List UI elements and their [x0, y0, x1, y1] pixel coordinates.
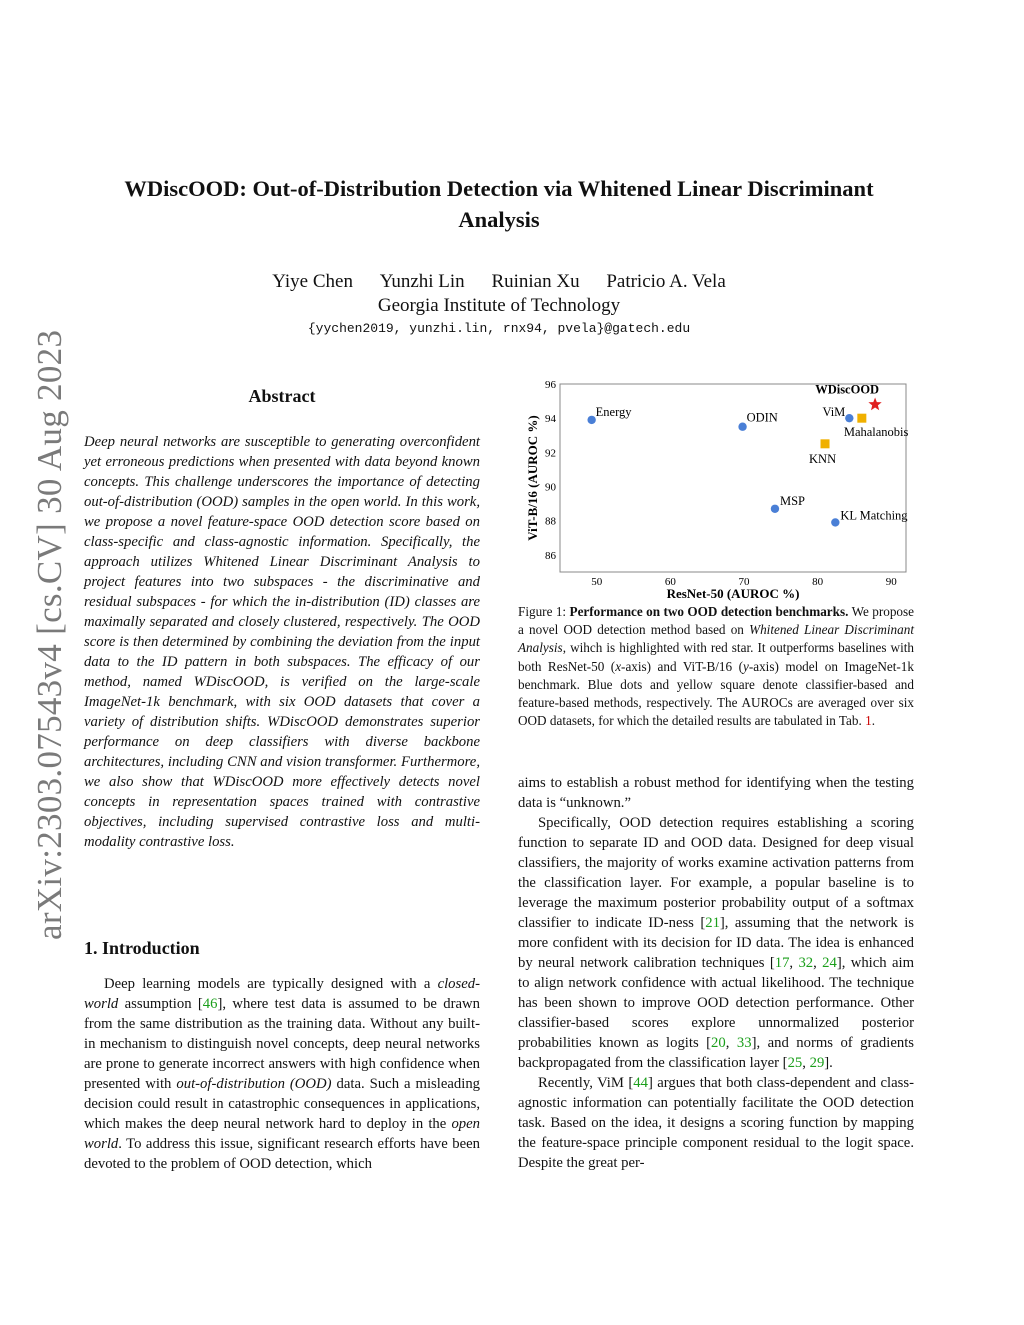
citation-link[interactable]: 44 — [633, 1075, 648, 1091]
point-label: Mahalanobis — [843, 425, 909, 440]
intro-paragraph: Deep learning models are typically designed with a closed-world assumption [46], where test data is assumed to be drawn from the same distribution as the training data. Without any built-in mechanism to distinguish novel concepts, deep neural networks are prone to generate incorrect answers with high confidence when presented with out-of-distribution (OOD) data. Such a misleading decision could result in catastrophic consequences in applications, which makes the deep neural network hard to deploy in the open world. To address this issue, significant research efforts have been devoted to the problem of OOD detection, which — [84, 976, 481, 1172]
abstract-text: Deep neural networks are susceptible to generating overconfident yet erroneous predictions when presented with data beyond known concepts. This challenge underscores the importance of detecting out-of-distribution (OOD) samples in the open world. In this work, we propose a novel feature-space OOD detection score based on class-specific and class-agnostic information. Specifically, the approach utilizes Whitened Linear Discriminant Analysis to project features into two subspaces - the discriminative and residual subspaces - for which the in-distribution (ID) classes are maximally separated and closely clustered, respectively. The OOD score is then determined by combining the deviation from the input data to the ID pattern in both subspaces. The efficacy of our method, named WDiscOOD, is verified on the large-scale ImageNet-1k benchmark, with six OOD datasets that cover a variety of distribution shifts. WDiscOOD demonstrates superior performance on deep classifiers with diverse backbone architectures, including CNN and vision transformer. Furthermore, we also show that WDiscOOD more effectively detects novel concepts in representation spaces trained with contrastive objectives, including supervised contrastive loss and multi-modality contrastive loss. — [84, 434, 480, 850]
scatter-chart-svg — [518, 378, 914, 602]
author: Yunzhi Lin — [379, 271, 465, 292]
author-email: {yychen2019, yunzhi.lin, rnx94, pvela}@gatech.edu — [307, 321, 691, 336]
data-point — [868, 398, 881, 411]
y-tick-label: 96 — [545, 379, 556, 391]
paragraph: Specifically, OOD detection requires establishing a scoring function to separate ID and OOD data. Designed for deep visual classifiers, the majority of works examine activation patterns from the classification layer. For example, a popular baseline is to leverage the maximum posterior probability output of a softmax classifier to indicate ID-ness [21], assuming that the network is more confident with its decision for ID data. The idea is enhanced by neural network calibration techniques [17, 32, 24], which aim to align network confidence with actual likelihood. The technique has been shown to improve OOD detection performance. Other classifier-based scores explore unnormalized posterior probabilities known as logits [20, 33], and norms of gradients backpropagated from the classification layer [25, 29]. — [518, 815, 914, 1071]
point-label: ODIN — [746, 410, 778, 425]
arxiv-stamp: arXiv:2303.07543v4 [cs.CV] 30 Aug 2023 — [30, 329, 69, 940]
paragraph: Recently, ViM [44] argues that both class-dependent and class-agnostic information can potentially facilitate the OOD detection task. Based on the idea, it designs a scoring function by mapping the feature-space principle component residual to the logit space. Despite the great per- — [518, 1075, 914, 1171]
citation-link[interactable]: 33 — [736, 1035, 752, 1051]
x-tick-label: 60 — [664, 576, 676, 588]
paragraph: aims to establish a robust method for identifying when the testing data is “unknown.” — [518, 775, 914, 811]
point-label: ViM — [822, 405, 846, 420]
citation-link[interactable]: 24 — [822, 955, 837, 971]
citation-link[interactable]: 17 — [774, 955, 790, 971]
x-tick-label: 90 — [885, 576, 897, 588]
point-label: KNN — [809, 451, 837, 466]
y-tick-label: 94 — [545, 413, 556, 426]
x-tick-label: 50 — [591, 576, 603, 588]
x-axis-label: ResNet-50 (AUROC %) — [666, 586, 800, 601]
x-tick-label: 70 — [738, 576, 750, 588]
y-tick-label: 88 — [545, 515, 556, 528]
affiliation: Georgia Institute of Technology — [377, 295, 621, 316]
citation-link[interactable]: 29 — [809, 1055, 825, 1071]
y-tick-label: 90 — [545, 481, 556, 494]
point-label: KL Matching — [840, 508, 908, 523]
figure-1-chart — [518, 378, 914, 602]
data-point — [771, 505, 779, 513]
x-tick-label: 80 — [812, 576, 824, 588]
right-column-text — [518, 773, 914, 1173]
point-label: WDiscOOD — [815, 382, 880, 397]
data-point — [831, 518, 839, 526]
data-point — [821, 439, 830, 448]
point-label: MSP — [779, 493, 805, 508]
data-point — [857, 414, 866, 423]
y-tick-label: 86 — [545, 549, 556, 562]
citation-link[interactable]: 46 — [202, 996, 218, 1012]
abstract-heading: Abstract — [248, 386, 316, 406]
author: Ruinian Xu — [491, 271, 580, 292]
author-list — [84, 270, 914, 294]
point-label: Energy — [595, 404, 632, 419]
author: Yiye Chen — [272, 271, 353, 292]
figure-caption: Figure 1: Performance on two OOD detection benchmarks. We propose a novel OOD detection method based on Whitened Linear Discriminant Analysis, wihch is highlighted with red star. It outperforms baselines with both ResNet-50 (x-axis) and ViT-B/16 (y-axis) model on ImageNet-1k benchmark. Blue dots and yellow square denote classifier-based and feature-based methods, respectively. The AUROCs are averaged over six OOD datasets, for which the detailed results are tabulated in Tab. 1. — [518, 604, 915, 729]
citation-link[interactable]: 32 — [798, 955, 814, 971]
paper-title: WDiscOOD: Out-of-Distribution Detection via Whitened Linear Discriminant Analysis — [124, 176, 874, 232]
y-tick-label: 92 — [545, 447, 556, 460]
data-point — [738, 423, 746, 431]
table-ref-link[interactable]: 1 — [865, 713, 872, 729]
y-axis-label: ViT-B/16 (AUROC %) — [525, 415, 540, 541]
data-point — [845, 414, 853, 422]
section-heading: 1. Introduction — [84, 938, 200, 958]
author: Patricio A. Vela — [606, 271, 726, 292]
citation-link[interactable]: 20 — [711, 1035, 726, 1051]
citation-link[interactable]: 25 — [787, 1055, 803, 1071]
data-point — [587, 416, 595, 424]
citation-link[interactable]: 21 — [705, 915, 720, 931]
